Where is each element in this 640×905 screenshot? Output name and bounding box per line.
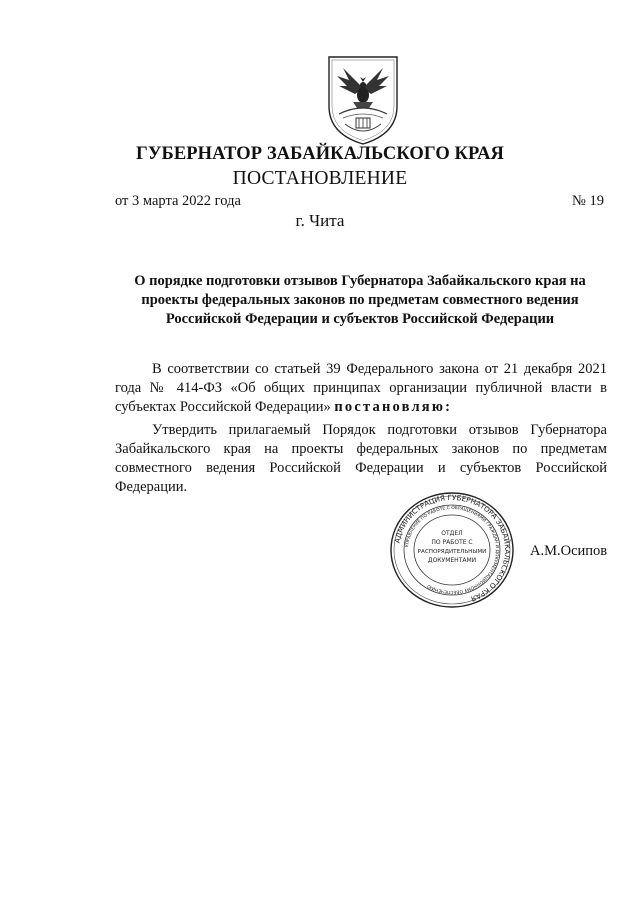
decree-word: постановляю: bbox=[334, 399, 453, 415]
document-type: ПОСТАНОВЛЕНИЕ bbox=[232, 168, 408, 189]
document-city: г. Чита bbox=[295, 211, 345, 230]
stamp-center-text: РАСПОРЯДИТЕЛЬНЫМИ bbox=[417, 549, 487, 555]
preamble-text: В соответствии со статьей 39 Федерального закона от 21 декабря 2021 года № 414-ФЗ «Об общих принципах организации публичной власти в субъектах Российской Федерации» bbox=[115, 361, 607, 415]
stamp-outer-ring-text: АДМИНИСТРАЦИЯ ГУБЕРНАТОРА ЗАБАЙКАЛЬСКОГО КРАЯ bbox=[392, 492, 513, 604]
official-stamp-icon bbox=[387, 491, 517, 609]
subject-line: О порядке подготовки отзывов Губернатора Забайкальского края на bbox=[134, 273, 586, 289]
document-subject bbox=[114, 272, 606, 329]
subject-line: Российской Федерации и субъектов Российской Федерации bbox=[165, 311, 555, 327]
subject-line: проекты федеральных законов по предметам совместного ведения bbox=[141, 292, 579, 308]
stamp-center-text: ПО РАБОТЕ С bbox=[431, 539, 473, 546]
stamp-center-text: ДОКУМЕНТАМИ bbox=[427, 557, 477, 564]
document-number: № 19 bbox=[572, 193, 604, 209]
document-date: от 3 марта 2022 года bbox=[115, 193, 241, 209]
stamp-inner-ring-text: УПРАВЛЕНИЕ ПО РАБОТЕ С ОБРАЩЕНИЯМИ ГРАЖДАН И ДОКУМЕНТАЦИОННОМУ ОБЕСПЕЧЕНИЮ bbox=[405, 505, 500, 595]
body-paragraph-preamble bbox=[115, 360, 607, 417]
signature-name: А.М.Осипов bbox=[530, 543, 608, 559]
stamp-center-text: ОТДЕЛ bbox=[441, 530, 463, 537]
governor-title: ГУБЕРНАТОР ЗАБАЙКАЛЬСКОГО КРАЯ bbox=[135, 144, 505, 164]
coat-of-arms-icon bbox=[325, 54, 401, 146]
body-paragraph-resolution: Утвердить прилагаемый Порядок подготовки отзывов Губернатора Забайкальского края на проекты федеральных законов по предметам совместного ведения Российской Федерации и субъектов Российской Федерации. bbox=[115, 422, 607, 495]
